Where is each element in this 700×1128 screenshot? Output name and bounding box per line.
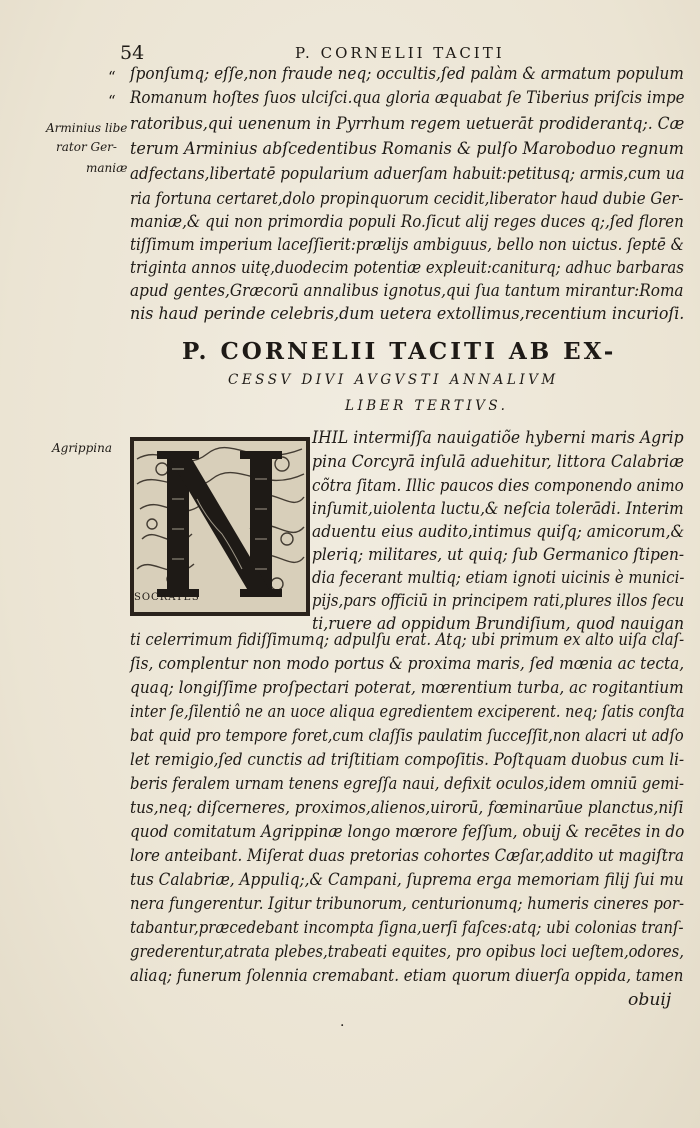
text-line: tus Calabriæ, Appuliq;,& Campani, ſuprema erga memoriam filij ſui mu — [130, 870, 684, 890]
book-subtitle: CESSV DIVI AVGVSTI ANNALIVM — [228, 372, 559, 388]
text-line: aduentu eius audito,intimus quiſq; amicorum,& — [312, 522, 685, 541]
text-line: maniæ,& qui non primordia populi Ro.ſicut alij reges duces q;,ſed floren — [130, 212, 684, 232]
text-line: let remigio,ſed cunctis ad triſtitiam compoſitis. Poſtquam duobus cum li- — [130, 750, 685, 770]
text-line: pleriq; militares, ut quiq; ſub Germanico ſtipen- — [312, 545, 685, 564]
page-number: 54 — [120, 42, 145, 64]
side-note-arminius: rator Ger- — [56, 140, 117, 154]
text-line: IHIL intermiſſa nauigatiõe hyberni maris Agrip — [312, 428, 684, 447]
book-number: LIBER TERTIVS. — [345, 398, 509, 414]
text-line: adfectans,libertatē popularium aduerſam habuit:petitusq; armis,cum ua — [130, 164, 685, 184]
catchword: obuij — [628, 990, 672, 1010]
text-line: ſponſumq; eſſe,non fraude neq; occultis,ſed palàm & armatum populum — [130, 64, 684, 84]
woodcut-initial — [130, 437, 310, 616]
woodcut-illustration — [132, 439, 308, 614]
text-line: lore anteibant. Miſerat duas pretorias cohortes Cæſar,addito ut magiſtra — [130, 846, 684, 866]
text-line: ria fortuna certaret,dolo propinquorum cecidit,liberator haud dubie Ger- — [130, 189, 684, 209]
text-line: dia fecerant multiq; etiam ignoti uicinis è munici- — [312, 568, 685, 587]
text-line: ti celerrimum fidiſſimumq; adpulſu erat. Atq; ubi primum ex alto uiſa claſ- — [130, 630, 685, 650]
quotation-mark: “ — [108, 68, 116, 86]
running-title: P. CORNELII TACITI — [295, 44, 505, 62]
text-line: apud gentes,Græcorū annalibus ignotus,qui ſua tantum mirantur:Roma — [130, 281, 684, 301]
woodcut-caption: SOCRATES — [134, 592, 200, 603]
text-line: ratoribus,qui uenenum in Pyrrhum regem uetuerāt prodiderantq;. Cæ — [130, 114, 685, 134]
text-line: nis haud perinde celebris,dum uetera extollimus,recentium incurioſi. — [130, 304, 685, 324]
side-note-agrippina: Agrippina — [52, 441, 113, 455]
text-line: aliaq; funerum ſolennia cremabant. etiam quorum diuerſa oppida, tamen — [130, 966, 684, 986]
text-line: nera fungerentur. Igitur tribunorum, centurionumq; humeris cineres por- — [130, 894, 684, 914]
text-line: tiſſimum imperium laceſſierit:prælijs ambiguus, bello non uictus. ſeptē & — [130, 235, 684, 255]
side-note-arminius: Arminius libe — [46, 121, 128, 135]
footer-mark: · — [340, 1018, 345, 1034]
text-line: grederentur,atrata plebes,trabeati equites, pro opibus loci ueſtem,odores, — [130, 942, 684, 962]
text-line: bat quid pro tempore foret,cum claſſis paulatim ſucceſſit,non alacri ut adſo — [130, 726, 684, 746]
text-line: tus,neq; diſcerneres, proximos,alienos,uirorū, fœminarūue planctus,niſi — [130, 798, 684, 818]
text-line: inter ſe,ſilentiô ne an uoce aliqua egredientem exciperent. neq; ſatis conſta — [130, 702, 685, 722]
text-line: Romanum hoſtes ſuos ulciſci.qua gloria æquabat ſe Tiberius priſcis impe — [130, 88, 685, 108]
text-line: ti,ruere ad oppidum Brundiſium, quod nauigan — [312, 614, 685, 633]
book-title: P. CORNELII TACITI AB EX- — [182, 338, 617, 365]
text-line: triginta annos uitę,duodecim potentiæ expleuit:caniturq; adhuc barbaras — [130, 258, 684, 278]
text-line: ſis, complentur non modo portus & proxima maris, ſed mœnia ac tecta, — [130, 654, 685, 674]
quotation-mark: “ — [108, 92, 116, 110]
text-line: cõtra ſitam. Illic paucos dies componendo animo — [312, 476, 684, 495]
text-line: pina Corcyrā inſulā aduehitur, littora Calabriæ — [312, 452, 684, 471]
text-line: quod comitatum Agrippinæ longo mœrore feſſum, obuij & recētes in do — [130, 822, 685, 842]
text-line: inſumit,uiolenta luctu,& neſcia tolerādi. Interim — [312, 499, 684, 518]
text-line: beris feralem urnam tenens egreſſa naui, defixit oculos,idem omniū gemi- — [130, 774, 685, 794]
text-line: pijs,pars officiū in principem rati,plures illos ſecu — [312, 591, 685, 610]
text-line: terum Arminius abſcedentibus Romanis & pulſo Maroboduo regnum — [130, 139, 684, 159]
text-line: tabantur,præcedebant incompta ſigna,uerſi faſces:atq; ubi colonias tranſ- — [130, 918, 684, 938]
side-note-arminius: maniæ — [86, 161, 128, 175]
text-line: quaq; longiſſime proſpectari poterat, mœrentium turba, ac rogitantium — [130, 678, 684, 698]
